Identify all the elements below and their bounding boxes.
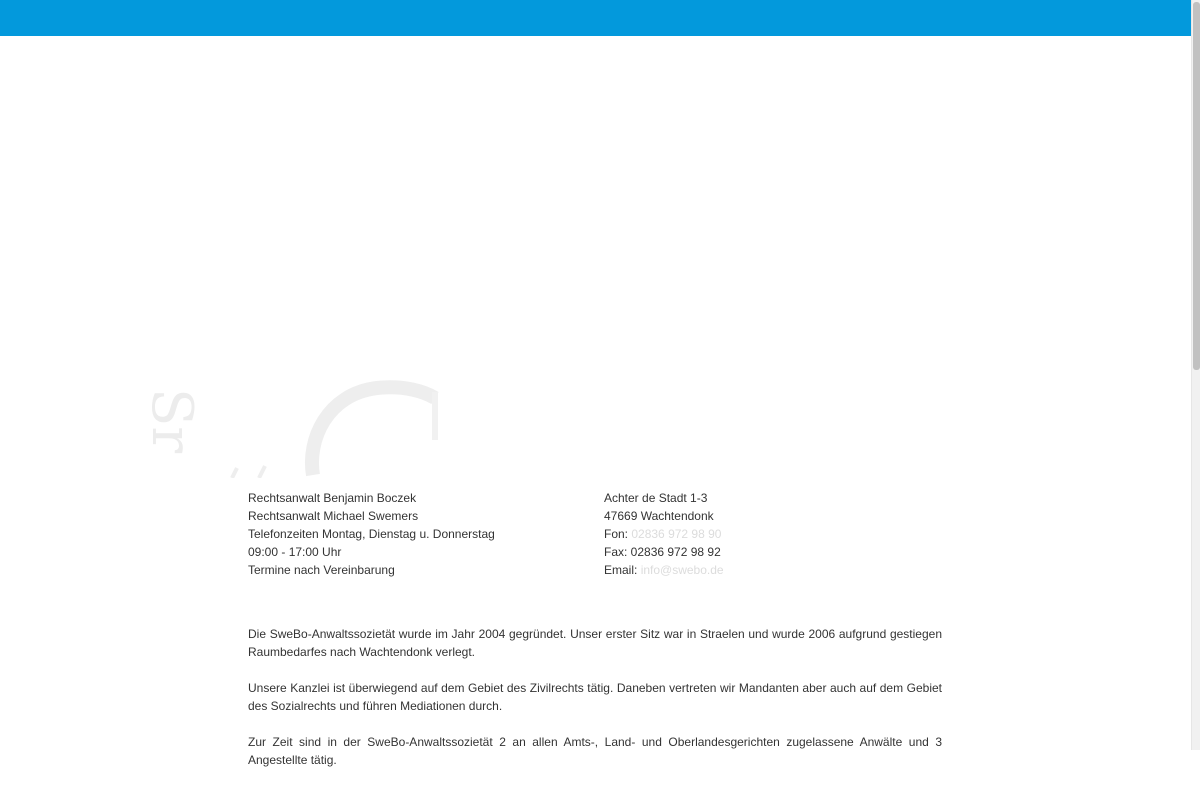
svg-text:Sr: Sr [139,388,204,454]
fax-line: Fax: 02836 972 98 92 [604,544,721,559]
about-paragraph: Unsere Kanzlei ist überwiegend auf dem Gebiet des Zivilrechts tätig. Daneben vertreten wir Mandanten aber auch auf dem Gebiet des Sozialrechts und führen Mediationen durch. [248,681,942,713]
contact-line: Rechtsanwalt Benjamin Boczek [248,491,417,505]
phone-label: Fon: [604,526,629,541]
contact-line: 09:00 - 17:00 Uhr [248,544,342,559]
about-paragraph: Zur Zeit sind in der SweBo-Anwaltssozietät 2 an allen Amts-, Land- und Oberlandesgerichten zugelassene Anwälte und 3 Angestellte tätig. [248,735,942,767]
contact-left-column [248,490,495,580]
email-label: Email: [604,562,638,577]
about-paragraph: Die SweBo-Anwaltssozietät wurde im Jahr 2004 gegründet. Unser erster Sitz war in Straelen und wurde 2006 aufgrund gestiegen Raumbedarfes nach Wachtendonk verlegt. [248,627,942,659]
email-link[interactable]: info@swebo.de [640,562,724,577]
contact-right-column [604,490,724,580]
address-street: Achter de Stadt 1-3 [604,491,708,505]
phone-row [604,526,724,544]
contact-line: Termine nach Vereinbarung [248,562,395,577]
email-row [604,562,724,580]
contact-line: Rechtsanwalt Michael Swemers [248,508,419,523]
about-text [248,625,942,787]
logo-watermark [95,380,455,478]
phone-link[interactable]: 02836 972 98 90 [631,526,722,541]
scrollbar-thumb[interactable] [1193,2,1200,370]
address-city: 47669 Wachtendonk [604,508,714,523]
page-scrollbar[interactable] [1191,0,1200,750]
top-header-bar [0,0,1191,36]
contact-line: Telefonzeiten Montag, Dienstag u. Donnerstag [248,526,495,541]
